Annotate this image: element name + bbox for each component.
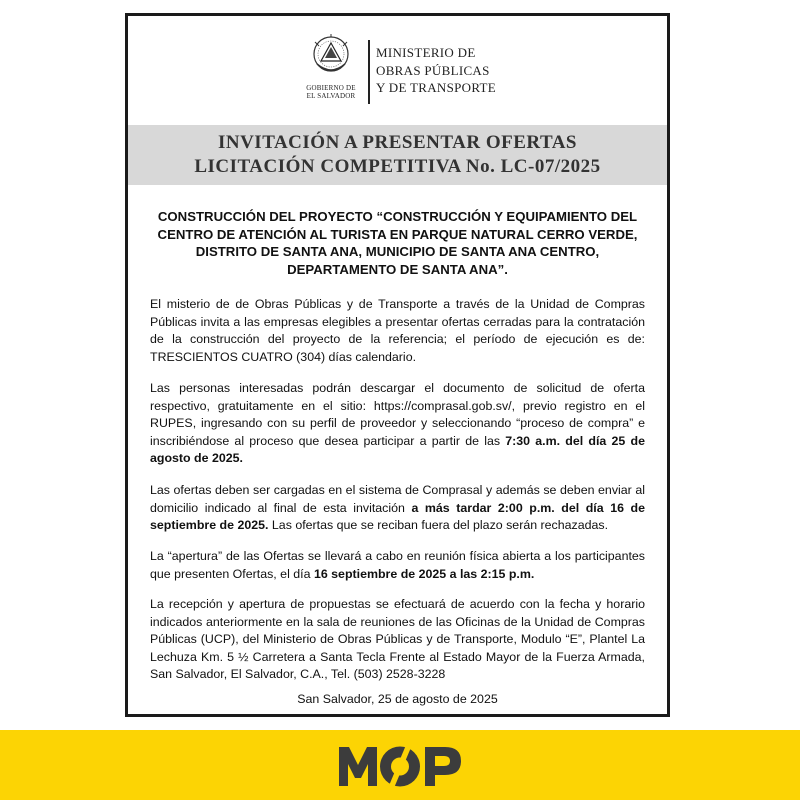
paragraph-opening-text: La “apertura” de las Ofertas se llevará a cabo en reunión física abierta a los participantes que presenten Ofertas, el día — [150, 549, 645, 581]
seal-caption-line1: GOBIERNO DE — [306, 84, 356, 92]
paragraph-invitation: El misterio de de Obras Públicas y de Transporte a través de la Unidad de Compras Públicas invita a las empresas elegibles a presentar ofertas cerradas para la contratación de la construcción del proyecto de la referencia; el período de ejecución es de: TRESCIENTOS CUATRO (304) días calendario. — [150, 297, 645, 364]
ministry-line1: MINISTERIO DE — [376, 45, 476, 60]
paragraph-opening-date: 16 septiembre de 2025 a las 2:15 p.m. — [313, 566, 535, 581]
banner-title: INVITACIÓN A PRESENTAR OFERTAS — [217, 132, 578, 153]
ministry-line3: Y DE TRANSPORTE — [376, 80, 497, 95]
paragraph-download-date: 7:30 a.m. del día 25 de agosto de 2025. — [150, 433, 645, 465]
paragraph-deadline-date: a más tardar 2:00 p.m. del día 16 de septiembre de 2025. — [150, 500, 645, 532]
project-title: CONSTRUCCIÓN DEL PROYECTO “CONSTRUCCIÓN Y EQUIPAMIENTO DEL CENTRO DE ATENCIÓN AL TURISTA EN PARQUE NATURAL CERRO VERDE, DISTRITO DE SANTA ANA, MUNICIPIO DE SANTA ANA CENTRO, DEPARTAMENTO DE SANTA ANA”. — [157, 209, 638, 277]
paragraph-deadline-text-b: Las ofertas que se reciban fuera del plazo serán rechazadas. — [268, 518, 609, 532]
paragraph-download-text-b: , previo registro en el RUPES, ingresando con su perfil de proveedor y seleccionando “proceso de compra” e inscribiéndose al proceso que desea participar a partir de las — [150, 398, 646, 448]
government-seal — [301, 34, 361, 114]
coat-of-arms-icon — [311, 34, 351, 84]
mop-logo — [337, 745, 465, 787]
paragraph-opening — [150, 548, 645, 583]
ministry-line2: OBRAS PÚBLICAS — [376, 62, 490, 78]
paragraph-download-text-a: Las personas interesadas podrán descargar el documento de solicitud de oferta respectivo, gratuitamente en el sitio: — [150, 381, 645, 413]
document-header — [128, 34, 667, 114]
header-divider — [368, 40, 370, 104]
place-date: San Salvador, 25 de agosto de 2025 — [297, 692, 498, 706]
ministry-name — [376, 44, 496, 97]
title-banner — [128, 125, 667, 185]
paragraph-deadline — [150, 482, 645, 535]
notice-document — [125, 13, 670, 717]
paragraph-download — [150, 380, 645, 468]
paragraph-reception: La recepción y apertura de propuestas se efectuará de acuerdo con la fecha y horario indicados anteriormente en la sala de reuniones de las Oficinas de la Unidad de Compras Públicas (UCP), del Ministerio de Obras Públicas y de Transporte, Modulo “E”, Plantel La Lechuza Km. 5 ½ Carretera a Santa Tecla Frente al Estado Mayor de la Fuerza Armada, San Salvador, El Salvador, C.A., Tel. (503) 2528-3228 — [150, 597, 645, 681]
paragraph-deadline-text-a: Las ofertas deben ser cargadas en el sistema de Comprasal y además se deben enviar al domicilio indicado al final de esta invitación — [150, 483, 645, 515]
mop-logo-icon — [337, 745, 465, 787]
banner-subtitle: LICITACIÓN COMPETITIVA No. LC-07/2025 — [194, 156, 601, 177]
seal-caption-line2: EL SALVADOR — [306, 92, 356, 100]
comprasal-link[interactable]: https://comprasal.gob.sv/ — [373, 398, 512, 413]
footer-bar — [0, 730, 800, 800]
